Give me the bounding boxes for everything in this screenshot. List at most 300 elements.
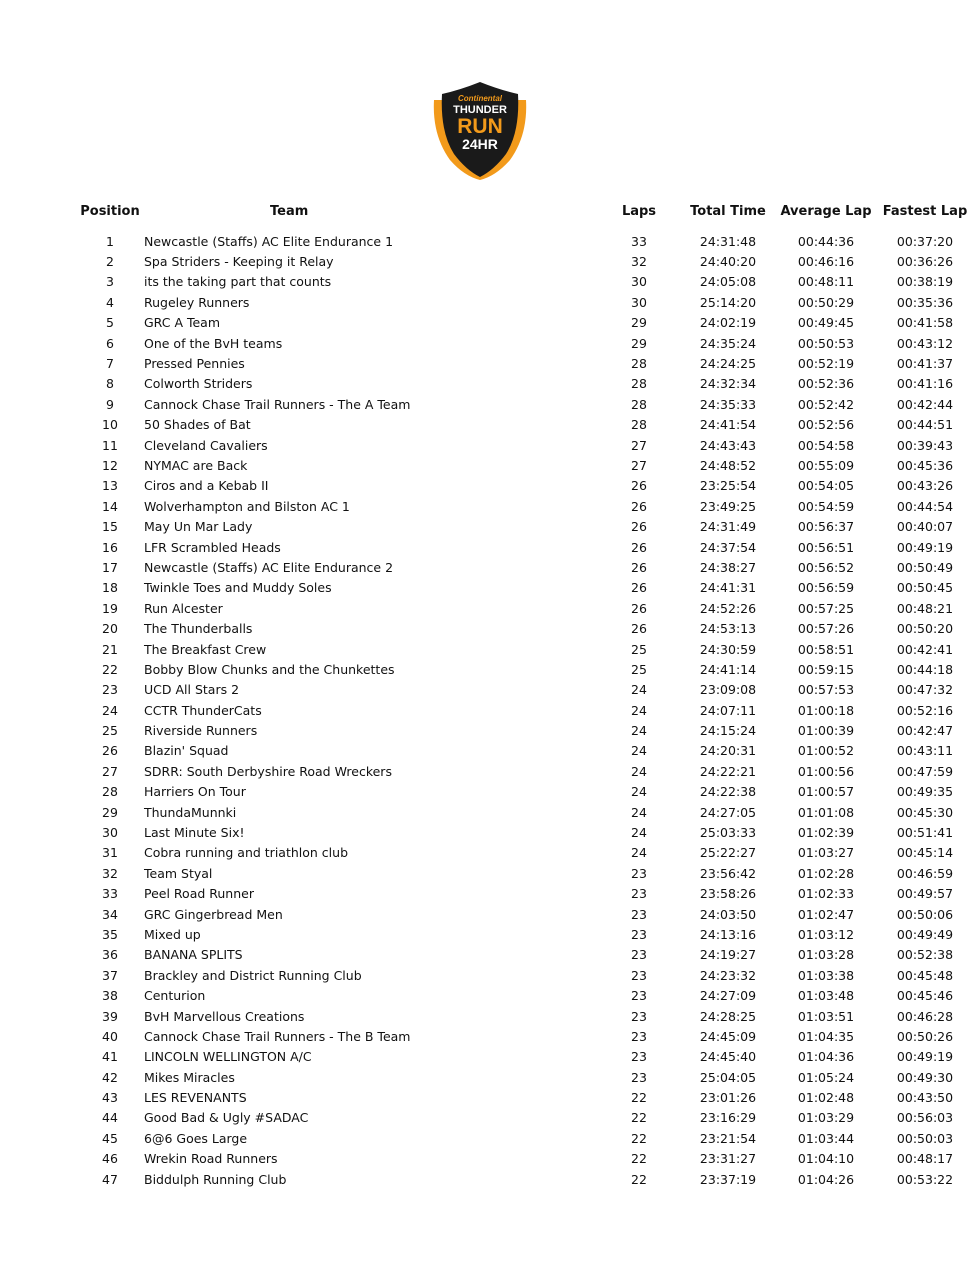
- table-row: [76, 1006, 974, 1026]
- cell-average-lap: 01:04:10: [797, 1151, 855, 1167]
- table-row: [76, 965, 974, 985]
- cell-fastest-lap: 00:41:37: [896, 356, 954, 372]
- cell-laps: 25: [631, 641, 647, 657]
- cell-total-time: 23:56:42: [699, 865, 757, 881]
- cell-total-time: 24:35:24: [699, 335, 757, 351]
- cell-laps: 30: [631, 274, 647, 290]
- cell-fastest-lap: 00:49:30: [896, 1069, 954, 1085]
- cell-total-time: 23:37:19: [699, 1171, 757, 1187]
- cell-total-time: 24:45:09: [699, 1028, 757, 1044]
- cell-laps: 27: [631, 457, 647, 473]
- table-row: [76, 741, 974, 761]
- table-row: [76, 251, 974, 271]
- cell-position: 19: [102, 600, 118, 616]
- logo-title-line3: 24HR: [462, 136, 498, 152]
- cell-team: UCD All Stars 2: [144, 682, 240, 698]
- cell-average-lap: 01:00:57: [797, 784, 855, 800]
- cell-position: 18: [102, 580, 118, 596]
- cell-position: 3: [106, 274, 114, 290]
- cell-laps: 24: [631, 702, 647, 718]
- cell-average-lap: 00:49:45: [797, 315, 855, 331]
- cell-laps: 33: [631, 233, 647, 249]
- cell-fastest-lap: 00:39:43: [896, 437, 954, 453]
- cell-laps: 26: [631, 580, 647, 596]
- cell-average-lap: 01:03:27: [797, 845, 855, 861]
- header-row: [76, 200, 974, 222]
- column-header-average-lap: Average Lap: [780, 203, 872, 219]
- table-row: [76, 1087, 974, 1107]
- cell-fastest-lap: 00:56:03: [896, 1110, 954, 1126]
- cell-position: 10: [102, 417, 118, 433]
- cell-position: 34: [102, 906, 118, 922]
- cell-position: 25: [102, 723, 118, 739]
- cell-laps: 23: [631, 906, 647, 922]
- cell-average-lap: 01:04:26: [797, 1171, 855, 1187]
- cell-position: 47: [102, 1171, 118, 1187]
- header-spacer: [76, 222, 974, 231]
- cell-fastest-lap: 00:35:36: [896, 294, 954, 310]
- cell-position: 27: [102, 763, 118, 779]
- cell-fastest-lap: 00:45:36: [896, 457, 954, 473]
- cell-position: 33: [102, 886, 118, 902]
- table-row: [76, 557, 974, 577]
- column-header-fastest-lap: Fastest Lap: [882, 203, 968, 219]
- table-row: [76, 822, 974, 842]
- table-row: [76, 639, 974, 659]
- table-row: [76, 415, 974, 435]
- cell-laps: 23: [631, 967, 647, 983]
- cell-average-lap: 01:03:29: [797, 1110, 855, 1126]
- cell-total-time: 24:28:25: [699, 1008, 757, 1024]
- table-row: [76, 435, 974, 455]
- cell-average-lap: 01:02:39: [797, 825, 855, 841]
- cell-total-time: 24:03:50: [699, 906, 757, 922]
- table-row: [76, 863, 974, 883]
- cell-team: 50 Shades of Bat: [144, 417, 251, 433]
- cell-position: 15: [102, 519, 118, 535]
- cell-team: ThundaMunnki: [144, 804, 237, 820]
- cell-total-time: 24:22:21: [699, 763, 757, 779]
- cell-average-lap: 00:55:09: [797, 457, 855, 473]
- table-row: [76, 374, 974, 394]
- cell-team: Twinkle Toes and Muddy Soles: [144, 580, 332, 596]
- table-row: [76, 1067, 974, 1087]
- table-row: [76, 476, 974, 496]
- cell-team: LFR Scrambled Heads: [144, 539, 281, 555]
- cell-position: 17: [102, 559, 118, 575]
- cell-position: 13: [102, 478, 118, 494]
- cell-total-time: 25:04:05: [699, 1069, 757, 1085]
- cell-position: 26: [102, 743, 118, 759]
- cell-team: Mikes Miracles: [144, 1069, 235, 1085]
- table-row: [76, 272, 974, 292]
- cell-fastest-lap: 00:50:20: [896, 621, 954, 637]
- cell-laps: 29: [631, 335, 647, 351]
- cell-fastest-lap: 00:45:48: [896, 967, 954, 983]
- cell-laps: 23: [631, 1049, 647, 1065]
- cell-laps: 22: [631, 1090, 647, 1106]
- cell-total-time: 24:13:16: [699, 926, 757, 942]
- cell-position: 28: [102, 784, 118, 800]
- cell-laps: 24: [631, 784, 647, 800]
- cell-total-time: 25:03:33: [699, 825, 757, 841]
- cell-average-lap: 01:03:38: [797, 967, 855, 983]
- cell-fastest-lap: 00:45:14: [896, 845, 954, 861]
- cell-laps: 28: [631, 417, 647, 433]
- cell-fastest-lap: 00:50:45: [896, 580, 954, 596]
- cell-team: Riverside Runners: [144, 723, 258, 739]
- cell-team: Cannock Chase Trail Runners - The B Team: [144, 1028, 411, 1044]
- cell-position: 12: [102, 457, 118, 473]
- table-row: [76, 945, 974, 965]
- cell-fastest-lap: 00:42:44: [896, 396, 954, 412]
- cell-team: Cleveland Cavaliers: [144, 437, 268, 453]
- cell-total-time: 23:49:25: [699, 498, 757, 514]
- cell-fastest-lap: 00:49:19: [896, 539, 954, 555]
- cell-laps: 26: [631, 600, 647, 616]
- cell-laps: 22: [631, 1151, 647, 1167]
- cell-position: 24: [102, 702, 118, 718]
- cell-total-time: 24:15:24: [699, 723, 757, 739]
- column-header-team: Team: [270, 203, 309, 219]
- cell-position: 45: [102, 1130, 118, 1146]
- cell-team: SDRR: South Derbyshire Road Wreckers: [144, 763, 392, 779]
- cell-team: Centurion: [144, 988, 206, 1004]
- cell-laps: 23: [631, 1008, 647, 1024]
- cell-fastest-lap: 00:45:46: [896, 988, 954, 1004]
- results-table: [76, 200, 974, 1189]
- cell-total-time: 23:01:26: [699, 1090, 757, 1106]
- cell-average-lap: 01:03:28: [797, 947, 855, 963]
- cell-fastest-lap: 00:48:17: [896, 1151, 954, 1167]
- cell-position: 8: [106, 376, 114, 392]
- cell-total-time: 24:35:33: [699, 396, 757, 412]
- cell-average-lap: 01:03:48: [797, 988, 855, 1004]
- cell-fastest-lap: 00:49:57: [896, 886, 954, 902]
- cell-average-lap: 00:52:42: [797, 396, 855, 412]
- cell-position: 38: [102, 988, 118, 1004]
- cell-total-time: 24:24:25: [699, 356, 757, 372]
- cell-average-lap: 00:57:53: [797, 682, 855, 698]
- cell-total-time: 24:31:49: [699, 519, 757, 535]
- cell-position: 23: [102, 682, 118, 698]
- cell-team: Mixed up: [144, 926, 201, 942]
- cell-total-time: 24:53:13: [699, 621, 757, 637]
- results-table-body: [76, 231, 974, 1189]
- cell-position: 31: [102, 845, 118, 861]
- cell-average-lap: 01:00:52: [797, 743, 855, 759]
- cell-laps: 23: [631, 1028, 647, 1044]
- table-row: [76, 313, 974, 333]
- cell-average-lap: 00:56:37: [797, 519, 855, 535]
- cell-fastest-lap: 00:50:49: [896, 559, 954, 575]
- cell-laps: 24: [631, 763, 647, 779]
- cell-fastest-lap: 00:52:38: [896, 947, 954, 963]
- cell-total-time: 24:07:11: [699, 702, 757, 718]
- cell-team: Wrekin Road Runners: [144, 1151, 278, 1167]
- cell-average-lap: 00:56:51: [797, 539, 855, 555]
- cell-total-time: 24:32:34: [699, 376, 757, 392]
- table-row: [76, 782, 974, 802]
- cell-fastest-lap: 00:47:32: [896, 682, 954, 698]
- cell-laps: 23: [631, 865, 647, 881]
- cell-average-lap: 00:50:29: [797, 294, 855, 310]
- table-row: [76, 1026, 974, 1046]
- cell-total-time: 24:20:31: [699, 743, 757, 759]
- cell-fastest-lap: 00:49:49: [896, 926, 954, 942]
- cell-average-lap: 01:03:51: [797, 1008, 855, 1024]
- cell-team: GRC Gingerbread Men: [144, 906, 283, 922]
- cell-team: BvH Marvellous Creations: [144, 1008, 305, 1024]
- table-row: [76, 884, 974, 904]
- cell-laps: 24: [631, 743, 647, 759]
- cell-fastest-lap: 00:52:16: [896, 702, 954, 718]
- cell-laps: 26: [631, 498, 647, 514]
- table-row: [76, 394, 974, 414]
- cell-average-lap: 00:57:25: [797, 600, 855, 616]
- cell-average-lap: 01:02:47: [797, 906, 855, 922]
- cell-team: One of the BvH teams: [144, 335, 283, 351]
- cell-average-lap: 00:54:05: [797, 478, 855, 494]
- cell-position: 2: [106, 254, 114, 270]
- cell-position: 37: [102, 967, 118, 983]
- cell-fastest-lap: 00:42:47: [896, 723, 954, 739]
- cell-total-time: 24:52:26: [699, 600, 757, 616]
- cell-average-lap: 01:01:08: [797, 804, 855, 820]
- cell-fastest-lap: 00:43:50: [896, 1090, 954, 1106]
- cell-total-time: 23:16:29: [699, 1110, 757, 1126]
- cell-laps: 24: [631, 825, 647, 841]
- cell-team: BANANA SPLITS: [144, 947, 243, 963]
- cell-laps: 32: [631, 254, 647, 270]
- cell-total-time: 24:38:27: [699, 559, 757, 575]
- cell-position: 21: [102, 641, 118, 657]
- cell-position: 41: [102, 1049, 118, 1065]
- cell-laps: 22: [631, 1171, 647, 1187]
- cell-total-time: 23:31:27: [699, 1151, 757, 1167]
- table-row: [76, 455, 974, 475]
- cell-team: The Thunderballs: [144, 621, 253, 637]
- cell-fastest-lap: 00:49:19: [896, 1049, 954, 1065]
- table-row: [76, 618, 974, 638]
- shield-logo-graphic: [430, 80, 530, 182]
- cell-total-time: 24:41:31: [699, 580, 757, 596]
- cell-position: 44: [102, 1110, 118, 1126]
- cell-total-time: 24:27:09: [699, 988, 757, 1004]
- cell-position: 42: [102, 1069, 118, 1085]
- cell-team: Wolverhampton and Bilston AC 1: [144, 498, 350, 514]
- cell-position: 29: [102, 804, 118, 820]
- cell-team: Harriers On Tour: [144, 784, 246, 800]
- cell-position: 43: [102, 1090, 118, 1106]
- cell-laps: 22: [631, 1130, 647, 1146]
- cell-average-lap: 01:05:24: [797, 1069, 855, 1085]
- cell-total-time: 23:58:26: [699, 886, 757, 902]
- cell-fastest-lap: 00:50:26: [896, 1028, 954, 1044]
- cell-position: 11: [102, 437, 118, 453]
- cell-average-lap: 01:03:44: [797, 1130, 855, 1146]
- cell-average-lap: 01:02:33: [797, 886, 855, 902]
- table-row: [76, 1149, 974, 1169]
- cell-team: Newcastle (Staffs) AC Elite Endurance 2: [144, 559, 394, 575]
- cell-fastest-lap: 00:40:07: [896, 519, 954, 535]
- cell-laps: 28: [631, 376, 647, 392]
- cell-total-time: 24:05:08: [699, 274, 757, 290]
- cell-average-lap: 01:02:48: [797, 1090, 855, 1106]
- cell-position: 14: [102, 498, 118, 514]
- cell-laps: 26: [631, 539, 647, 555]
- cell-position: 7: [106, 356, 114, 372]
- cell-total-time: 24:41:54: [699, 417, 757, 433]
- cell-position: 9: [106, 396, 114, 412]
- cell-average-lap: 01:00:18: [797, 702, 855, 718]
- cell-team: The Breakfast Crew: [144, 641, 267, 657]
- cell-average-lap: 01:02:28: [797, 865, 855, 881]
- cell-average-lap: 00:58:51: [797, 641, 855, 657]
- cell-position: 5: [106, 315, 114, 331]
- cell-fastest-lap: 00:48:21: [896, 600, 954, 616]
- cell-fastest-lap: 00:44:18: [896, 661, 954, 677]
- cell-position: 30: [102, 825, 118, 841]
- cell-total-time: 24:23:32: [699, 967, 757, 983]
- cell-total-time: 24:19:27: [699, 947, 757, 963]
- logo-title-line2: RUN: [457, 115, 503, 138]
- cell-total-time: 24:31:48: [699, 233, 757, 249]
- cell-laps: 26: [631, 559, 647, 575]
- cell-fastest-lap: 00:46:28: [896, 1008, 954, 1024]
- cell-total-time: 24:27:05: [699, 804, 757, 820]
- cell-total-time: 24:02:19: [699, 315, 757, 331]
- cell-total-time: 23:09:08: [699, 682, 757, 698]
- table-row: [76, 700, 974, 720]
- cell-team: Newcastle (Staffs) AC Elite Endurance 1: [144, 233, 394, 249]
- cell-fastest-lap: 00:44:51: [896, 417, 954, 433]
- cell-position: 35: [102, 926, 118, 942]
- cell-laps: 26: [631, 478, 647, 494]
- table-row: [76, 720, 974, 740]
- cell-total-time: 24:40:20: [699, 254, 757, 270]
- cell-position: 40: [102, 1028, 118, 1044]
- cell-position: 16: [102, 539, 118, 555]
- cell-laps: 24: [631, 845, 647, 861]
- cell-fastest-lap: 00:47:59: [896, 763, 954, 779]
- table-row: [76, 904, 974, 924]
- table-row: [76, 761, 974, 781]
- cell-total-time: 24:37:54: [699, 539, 757, 555]
- cell-average-lap: 00:48:11: [797, 274, 855, 290]
- cell-laps: 29: [631, 315, 647, 331]
- cell-team: Peel Road Runner: [144, 886, 254, 902]
- cell-total-time: 24:43:43: [699, 437, 757, 453]
- cell-team: Cobra running and triathlon club: [144, 845, 348, 861]
- table-row: [76, 680, 974, 700]
- cell-laps: 23: [631, 988, 647, 1004]
- cell-laps: 22: [631, 1110, 647, 1126]
- cell-position: 1: [106, 233, 114, 249]
- table-row: [76, 537, 974, 557]
- cell-total-time: 24:30:59: [699, 641, 757, 657]
- cell-team: LES REVENANTS: [144, 1090, 247, 1106]
- column-header-total-time: Total Time: [690, 203, 766, 219]
- cell-average-lap: 00:44:36: [797, 233, 855, 249]
- cell-team: Blazin' Squad: [144, 743, 229, 759]
- cell-laps: 27: [631, 437, 647, 453]
- cell-laps: 23: [631, 886, 647, 902]
- table-row: [76, 659, 974, 679]
- results-table-header: [76, 200, 974, 231]
- cell-total-time: 23:21:54: [699, 1130, 757, 1146]
- cell-total-time: 24:41:14: [699, 661, 757, 677]
- cell-team: Biddulph Running Club: [144, 1171, 287, 1187]
- cell-team: Pressed Pennies: [144, 356, 245, 372]
- cell-fastest-lap: 00:43:26: [896, 478, 954, 494]
- cell-position: 36: [102, 947, 118, 963]
- cell-position: 6: [106, 335, 114, 351]
- table-row: [76, 496, 974, 516]
- cell-fastest-lap: 00:49:35: [896, 784, 954, 800]
- column-header-laps: Laps: [621, 203, 657, 219]
- cell-total-time: 25:22:27: [699, 845, 757, 861]
- cell-laps: 30: [631, 294, 647, 310]
- cell-total-time: 24:22:38: [699, 784, 757, 800]
- cell-team: Run Alcester: [144, 600, 223, 616]
- cell-fastest-lap: 00:37:20: [896, 233, 954, 249]
- cell-average-lap: 00:50:53: [797, 335, 855, 351]
- cell-team: GRC A Team: [144, 315, 221, 331]
- table-row: [76, 843, 974, 863]
- thunder-run-logo: [430, 80, 530, 182]
- table-row: [76, 985, 974, 1005]
- cell-laps: 24: [631, 804, 647, 820]
- table-row: [76, 924, 974, 944]
- cell-team: Bobby Blow Chunks and the Chunkettes: [144, 661, 395, 677]
- cell-average-lap: 00:59:15: [797, 661, 855, 677]
- cell-team: Colworth Striders: [144, 376, 253, 392]
- table-row: [76, 1108, 974, 1128]
- logo-brand-text: Continental: [458, 94, 502, 103]
- logo-title-line1: THUNDER: [453, 104, 507, 116]
- cell-average-lap: 00:54:58: [797, 437, 855, 453]
- cell-laps: 24: [631, 723, 647, 739]
- cell-laps: 25: [631, 661, 647, 677]
- cell-position: 39: [102, 1008, 118, 1024]
- cell-fastest-lap: 00:53:22: [896, 1171, 954, 1187]
- cell-team: NYMAC are Back: [144, 457, 248, 473]
- cell-fastest-lap: 00:44:54: [896, 498, 954, 514]
- cell-team: Cannock Chase Trail Runners - The A Team: [144, 396, 411, 412]
- cell-average-lap: 00:57:26: [797, 621, 855, 637]
- table-row: [76, 516, 974, 536]
- cell-team: May Un Mar Lady: [144, 519, 253, 535]
- cell-fastest-lap: 00:50:06: [896, 906, 954, 922]
- table-row: [76, 353, 974, 373]
- cell-fastest-lap: 00:46:59: [896, 865, 954, 881]
- table-row: [76, 333, 974, 353]
- cell-average-lap: 01:04:35: [797, 1028, 855, 1044]
- cell-position: 32: [102, 865, 118, 881]
- table-row: [76, 1169, 974, 1189]
- table-row: [76, 598, 974, 618]
- cell-team: Good Bad & Ugly #SADAC: [144, 1110, 309, 1126]
- cell-laps: 26: [631, 621, 647, 637]
- cell-team: Ciros and a Kebab II: [144, 478, 269, 494]
- cell-team: Last Minute Six!: [144, 825, 245, 841]
- cell-fastest-lap: 00:43:12: [896, 335, 954, 351]
- table-row: [76, 1047, 974, 1067]
- cell-fastest-lap: 00:41:16: [896, 376, 954, 392]
- cell-total-time: 24:45:40: [699, 1049, 757, 1065]
- cell-position: 22: [102, 661, 118, 677]
